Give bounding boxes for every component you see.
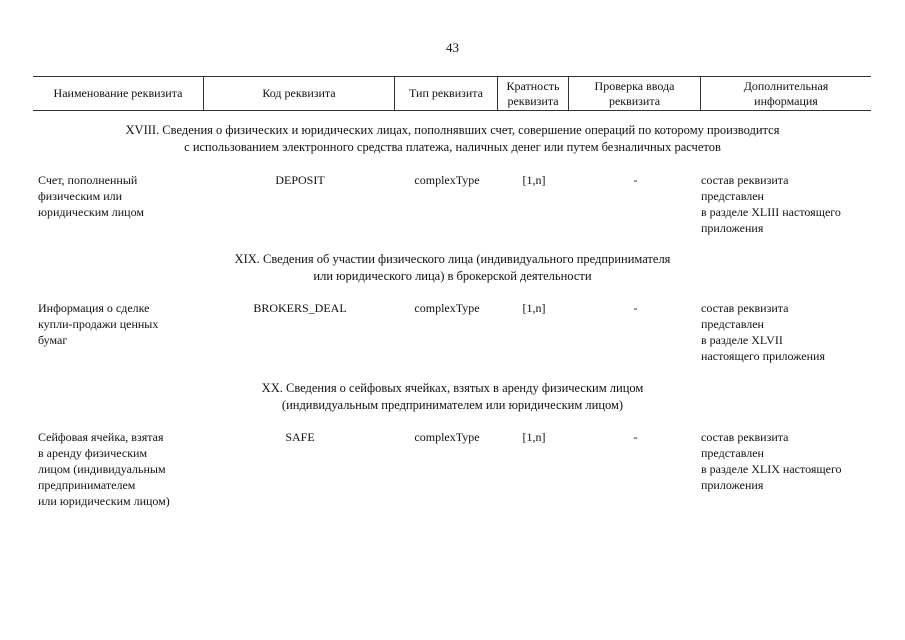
cell-code: DEPOSIT xyxy=(275,173,325,187)
cell-type: complexType xyxy=(414,301,480,315)
header-col-multiplicity: Кратность реквизита xyxy=(498,77,569,110)
cell-code: BROKERS_DEAL xyxy=(253,301,347,315)
cell-info: состав реквизита представлен в разделе XLVII настоящего приложения xyxy=(701,301,825,363)
header-col-type: Тип реквизита xyxy=(395,77,498,110)
cell-multiplicity: [1,n] xyxy=(522,430,546,444)
section-title xyxy=(0,380,905,414)
header-col-info: Дополнительная информация xyxy=(743,78,829,108)
header-col-name: Наименование реквизита xyxy=(33,77,204,110)
section-title-line: или юридического лица) в брокерской деятельности xyxy=(313,269,592,283)
section-title xyxy=(0,122,905,156)
section-title-line: (индивидуальным предпринимателем или юридическим лицом) xyxy=(281,398,624,412)
page-number: 43 xyxy=(446,40,459,55)
section-title-line: XX. Сведения о сейфовых ячейках, взятых в аренду физическим лицом xyxy=(261,381,644,395)
cell-check: - xyxy=(633,173,638,187)
section-title xyxy=(0,251,905,285)
cell-name: Счет, пополненный физическим или юридическим лицом xyxy=(38,173,144,219)
cell-type: complexType xyxy=(414,173,480,187)
cell-info: состав реквизита представлен в разделе XLIII настоящего приложения xyxy=(701,173,841,235)
section-title-line: XIX. Сведения об участии физического лица (индивидуального предпринимателя xyxy=(234,252,671,266)
cell-check: - xyxy=(633,301,638,315)
section-title-line: XVIII. Сведения о физических и юридических лицах, пополнявших счет, совершение операций по которому производится xyxy=(125,123,780,137)
cell-type: complexType xyxy=(414,430,480,444)
cell-check: - xyxy=(633,430,638,444)
cell-code: SAFE xyxy=(285,430,315,444)
cell-name: Сейфовая ячейка, взятая в аренду физическим лицом (индивидуальным предпринимателем или юридическим лицом) xyxy=(38,430,170,508)
cell-multiplicity: [1,n] xyxy=(522,173,546,187)
cell-name: Информация о сделке купли-продажи ценных бумаг xyxy=(38,301,159,347)
table-header xyxy=(33,76,871,111)
cell-info: состав реквизита представлен в разделе XLIX настоящего приложения xyxy=(701,430,842,492)
header-col-check: Проверка ввода реквизита xyxy=(569,77,701,110)
cell-multiplicity: [1,n] xyxy=(522,301,546,315)
section-title-line: с использованием электронного средства платежа, наличных денег или путем безналичных расчетов xyxy=(184,140,721,154)
header-col-code: Код реквизита xyxy=(204,77,395,110)
